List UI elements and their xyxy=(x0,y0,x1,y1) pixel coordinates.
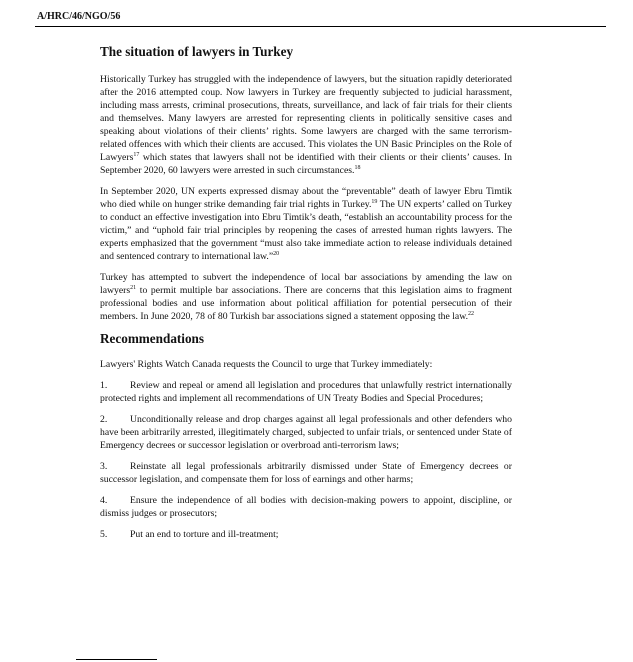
item-number: 1. xyxy=(100,380,108,391)
recommendation-item: 1. Review and repeal or amend all legislation and procedures that unlawfully restrict internationally protected rights and implement all recommendations of UN Treaty Bodies and Special Procedures; xyxy=(100,380,512,404)
recommendation-item: 3. Reinstate all legal professionals arbitrarily dismissed under State of Emergency decrees or successor legislation, and compensate them for loss of earnings and other harms; xyxy=(100,461,512,485)
item-number: 4. xyxy=(100,495,108,506)
footnote-ref: 18 xyxy=(354,165,361,171)
section-heading-situation: The situation of lawyers in Turkey xyxy=(100,44,294,59)
footnote-ref: 22 xyxy=(468,311,474,317)
footnote-ref: 21 xyxy=(130,285,137,291)
paragraph-bar-associations: Turkey has attempted to subvert the independence of local bar associations by amending the law on lawyers$^{21}$ to permit multiple bar associations. There are concerns that this legislation aims to fragment professional bodies and use information about political affiliation for potential persecution of their members. In June 2020, 78 of 80 Turkish bar associations signed a statement opposing the law.$^{22}$ xyxy=(100,272,512,322)
footnote-ref: 19 xyxy=(371,199,378,205)
paragraph-un-experts: In September 2020, UN experts expressed dismay about the “preventable” death of lawyer Ebru Timtik who died while on hunger strike demanding fair trial rights in Turkey.$^{19}$ The UN experts’ called on Turkey to conduct an effective investigation into Ebru Timtik’s death, “establish an accountability process for the victim,” and “uphold fair trial principles by reopening the cases of arrested human rights lawyers. The experts emphasized that the government “must also take immediate action to release individuals detained and sentenced contrary to international law.”$^{20}$ xyxy=(100,186,512,262)
recommendation-item: 2. Unconditionally release and drop charges against all legal professionals and other defenders who have been arbitrarily arrested, illegitimately charged, subjected to unfair trials, or sentenced under State of Emergency decrees or successor legislation or overbroad anti-terrorism laws; xyxy=(100,414,512,451)
recommendation-item: 5. Put an end to torture and ill-treatment; xyxy=(100,529,279,540)
footnote-divider xyxy=(76,659,157,660)
item-number: 2. xyxy=(100,414,108,425)
item-number: 3. xyxy=(100,461,108,472)
recommendations-intro: Lawyers' Rights Watch Canada requests the Council to urge that Turkey immediately: xyxy=(100,359,433,370)
paragraph-independence: Historically Turkey has struggled with the independence of lawyers, but the situation rapidly deteriorated after the 2016 attempted coup. Now lawyers in Turkey are frequently subjected to judicial harassment, including mass arrests, criminal prosecutions, threats, surveillance, and lack of fair trials for their clients and themselves. Many lawyers are arrested for representing clients in politically sensitive cases and speaking about violations of their clients’ rights. Some lawyers are charged with the same terrorism-related offences with which their clients are accused. This violates the UN Basic Principles on the Role of Lawyers$^{17}$ which states that lawyers shall not be identified with their clients or their clients’ causes. In September 2020, 60 lawyers were arrested in such circumstances.$^{18}$ xyxy=(100,74,512,176)
recommendation-item: 4. Ensure the independence of all bodies with decision-making powers to appoint, discipline, or dismiss judges or prosecutors; xyxy=(100,495,512,519)
document-body xyxy=(100,44,512,549)
footnote-ref: 17 xyxy=(133,152,140,158)
document-symbol: A/HRC/46/NGO/56 xyxy=(37,11,121,22)
item-number: 5. xyxy=(100,529,108,540)
section-heading-recommendations: Recommendations xyxy=(100,331,205,346)
footnote-ref: 20 xyxy=(273,251,280,257)
header-divider xyxy=(35,26,606,27)
